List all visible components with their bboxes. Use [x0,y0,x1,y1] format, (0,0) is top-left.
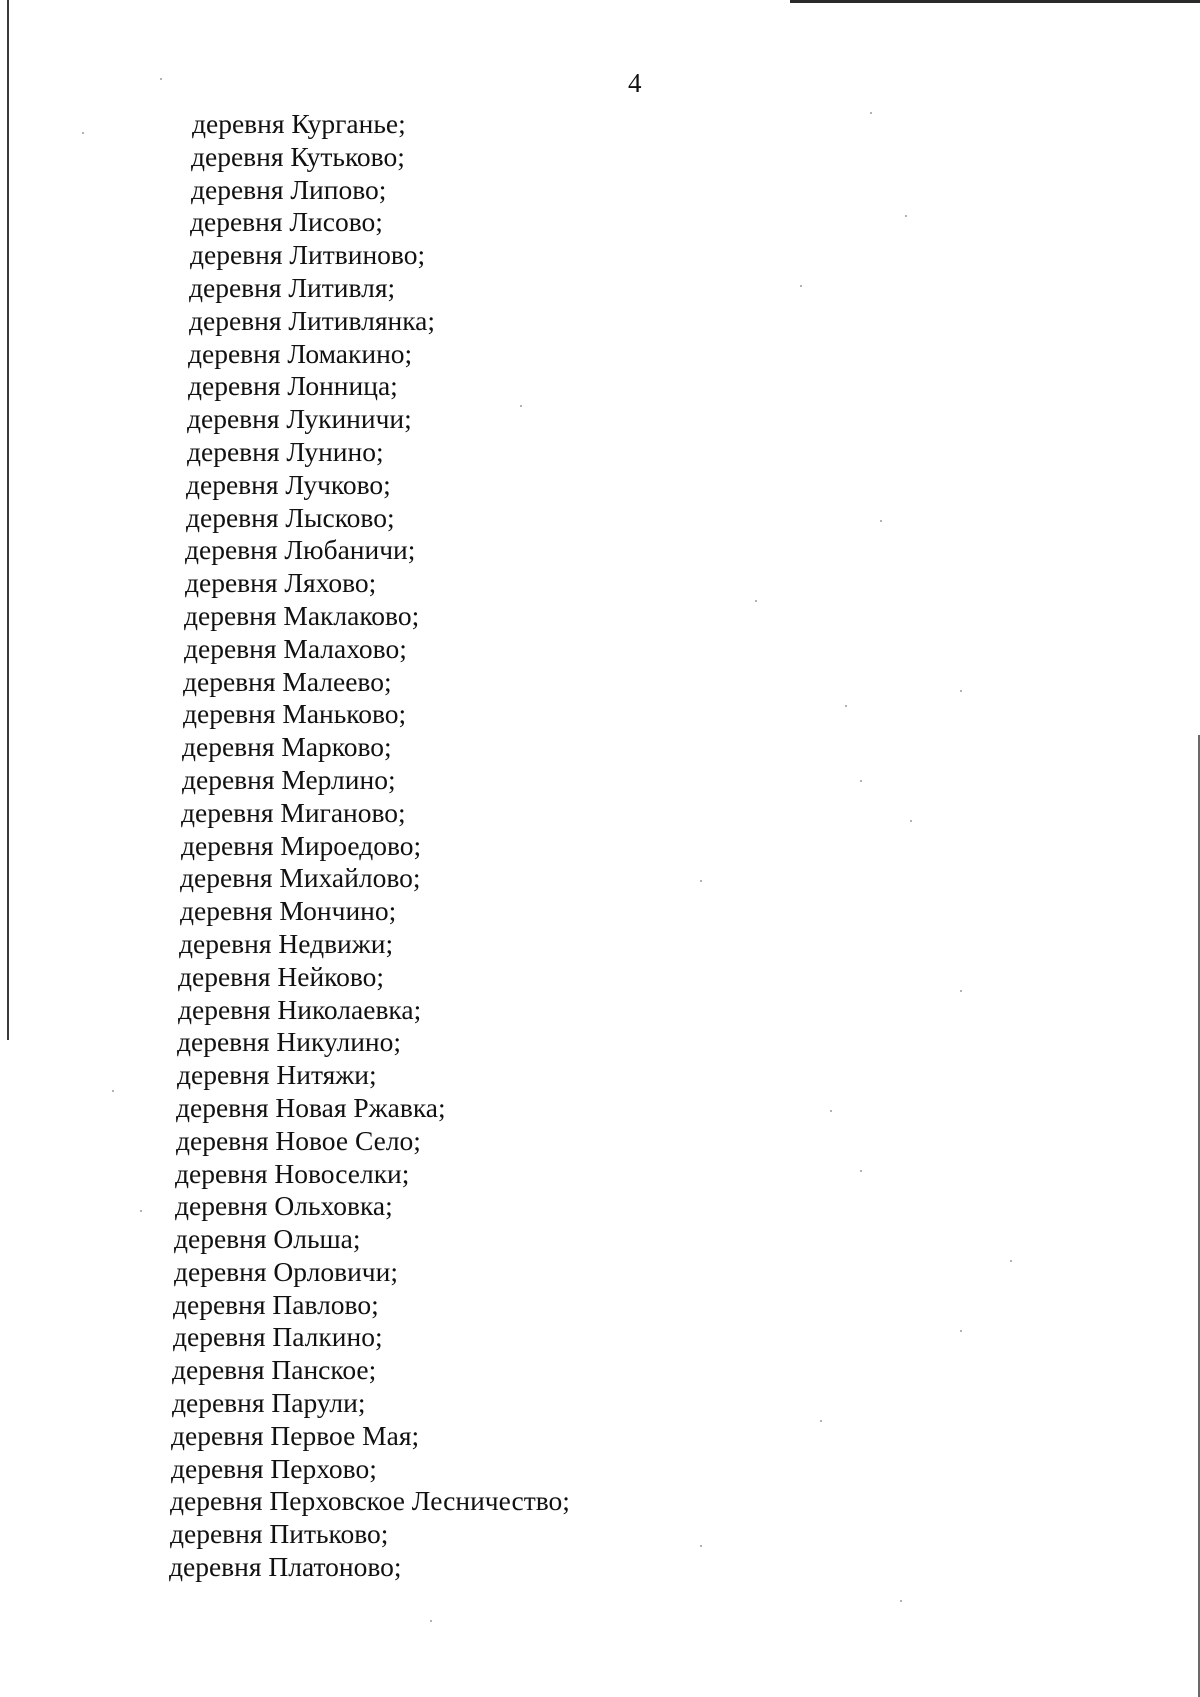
list-item [0,1092,1200,1125]
scan-speck [1010,1260,1012,1262]
list-item [0,961,1200,994]
list-item [0,764,1200,797]
settlement-entry: деревня Недвижи; [179,927,394,959]
list-item [0,1026,1200,1059]
settlement-entry: деревня Литвиново; [190,239,426,271]
settlement-entry: деревня Миганово; [181,796,406,828]
list-item [0,1256,1200,1289]
settlement-entry: деревня Маклаково; [184,599,420,631]
list-item [0,1551,1200,1584]
scan-speck [870,112,872,114]
settlement-entry: деревня Палкино; [173,1321,383,1353]
page-number: 4 [628,68,642,98]
scan-speck [800,285,802,287]
settlement-entry: деревня Павлово; [173,1288,379,1320]
settlement-entry: деревня Ломакино; [188,337,413,369]
list-item [0,862,1200,895]
list-item [0,206,1200,239]
list-item [0,1485,1200,1518]
settlement-entry: деревня Новая Ржавка; [176,1091,446,1123]
list-item [0,1059,1200,1092]
scan-speck [430,1620,432,1622]
settlement-entry: деревня Литивля; [189,271,396,303]
settlement-entry: деревня Курганье; [192,108,406,139]
list-item [0,239,1200,272]
scan-speck [860,1170,862,1172]
list-item [0,830,1200,863]
scan-speck [820,1420,822,1422]
scan-edge-top [790,0,1200,3]
settlement-entry: деревня Михайлово; [180,862,421,894]
list-item [0,1125,1200,1158]
list-item [0,994,1200,1027]
list-item [0,1518,1200,1551]
scan-speck [845,705,847,707]
settlement-entry: деревня Новоселки; [175,1157,410,1189]
settlement-entry: деревня Орловичи; [174,1255,398,1287]
list-item [0,1289,1200,1322]
scan-speck [140,1210,142,1212]
list-item [0,305,1200,338]
settlement-entry: деревня Малахово; [184,632,407,664]
list-item [0,666,1200,699]
settlement-entry: деревня Литивлянка; [189,304,435,336]
settlement-entry: деревня Лунино; [187,435,384,467]
scan-speck [755,600,757,602]
list-item [0,502,1200,535]
settlement-entry: деревня Перхово; [171,1452,377,1484]
scan-speck [960,990,962,992]
settlement-entry: деревня Новое Село; [176,1124,421,1156]
scan-speck [960,690,962,692]
list-item [0,403,1200,436]
scan-speck [905,215,907,217]
list-item [0,731,1200,764]
settlement-entry: деревня Липово; [191,173,387,205]
scan-speck [910,820,912,822]
settlement-entry: деревня Парули; [172,1387,366,1419]
scan-speck [900,1600,902,1602]
list-item [0,1321,1200,1354]
list-item [0,534,1200,567]
scan-speck [700,880,702,882]
settlement-entry: деревня Мончино; [180,895,397,927]
scan-speck [160,78,162,80]
settlement-entry: деревня Мироедово; [181,829,422,861]
list-item [0,469,1200,502]
scan-speck [112,1090,114,1092]
settlement-entry: деревня Первое Мая; [171,1419,420,1451]
settlement-list [0,108,1200,1584]
list-item [0,338,1200,371]
settlement-entry: деревня Перховское Лесничество; [170,1485,570,1517]
settlement-entry: деревня Мерлино; [182,763,396,795]
list-item [0,1158,1200,1191]
settlement-entry: деревня Никулино; [177,1026,402,1058]
list-item [0,1223,1200,1256]
settlement-entry: деревня Лысково; [186,501,395,533]
settlement-entry: деревня Малеево; [183,665,392,697]
settlement-entry: деревня Лучково; [186,468,391,500]
scan-speck [860,780,862,782]
list-item [0,797,1200,830]
list-item [0,370,1200,403]
list-item [0,108,1200,141]
scan-speck [700,1545,702,1547]
list-item [0,1453,1200,1486]
settlement-entry: деревня Кутьково; [191,140,405,172]
list-item [0,895,1200,928]
settlement-entry: деревня Ольша; [174,1223,361,1255]
list-item [0,174,1200,207]
scan-speck [880,520,882,522]
scan-speck [960,1330,962,1332]
settlement-entry: деревня Питьково; [170,1518,389,1550]
list-item [0,1354,1200,1387]
list-item [0,272,1200,305]
scan-speck [82,132,84,134]
list-item [0,600,1200,633]
list-item [0,1190,1200,1223]
list-item [0,141,1200,174]
list-item [0,1420,1200,1453]
settlement-entry: деревня Лисово; [190,206,383,238]
settlement-entry: деревня Марково; [182,731,392,763]
settlement-entry: деревня Лонница; [188,370,398,402]
settlement-entry: деревня Панское; [172,1354,377,1386]
list-item [0,436,1200,469]
settlement-entry: деревня Любаничи; [185,534,416,566]
settlement-entry: деревня Нейково; [178,960,385,992]
list-item [0,567,1200,600]
list-item [0,928,1200,961]
list-item [0,698,1200,731]
scan-speck [830,1110,832,1112]
settlement-entry: деревня Николаевка; [178,993,422,1025]
settlement-entry: деревня Маньково; [183,698,407,730]
settlement-entry: деревня Нитяжи; [177,1059,377,1091]
settlement-entry: деревня Платоново; [169,1551,402,1583]
list-item [0,1387,1200,1420]
list-item [0,633,1200,666]
settlement-entry: деревня Ольховка; [175,1190,393,1222]
settlement-entry: деревня Лукиничи; [187,403,412,435]
scan-speck [520,405,522,407]
settlement-entry: деревня Ляхово; [185,567,377,599]
